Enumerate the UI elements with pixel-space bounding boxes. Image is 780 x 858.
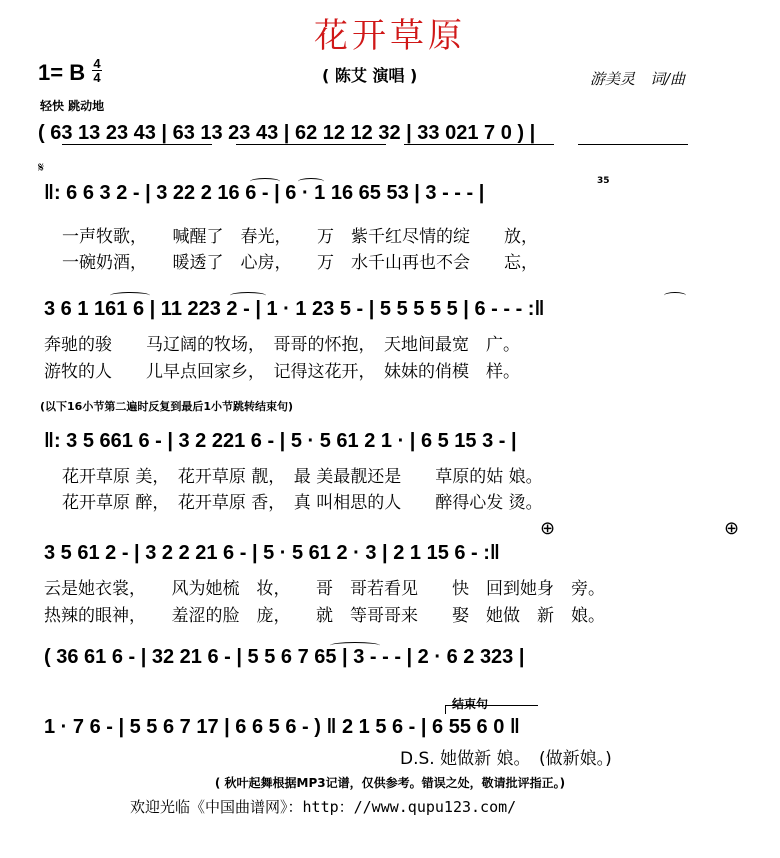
website-credit: 欢迎光临《中国曲谱网》：http：//www.qupu123.com/ xyxy=(130,798,517,816)
time-signature-top: 4 xyxy=(93,56,101,71)
lyric-verse1-row3: 花开草原 美， 花开草原 靓， 最 美最靓还是 草原的姑 娘。 xyxy=(62,467,543,487)
score-row-intro: ( 63 13 23 43 | 63 13 23 43 | 62 12 12 32 | 33 021 7 0 ) | xyxy=(38,122,536,144)
slur-mark xyxy=(230,292,266,299)
lyric-verse1-row2: 奔驰的骏 马辽阔的牧场， 哥哥的怀抱， 天地间最宽 广。 xyxy=(44,335,520,355)
slur-mark xyxy=(330,642,380,649)
beam-line xyxy=(236,144,386,145)
lyric-ending: D.S. 她做新 娘。 (做新娘。) xyxy=(400,749,612,769)
score-row-4: 3 5 61 2 - | 3 2 2 21 6 - | 5 · 5 61 2 · 3 | 2 1 15 6 - :‖ xyxy=(44,542,500,564)
lyric-verse2-row4: 热辣的眼神， 羞涩的脸 庞， 就 等哥哥来 娶 她做 新 娘。 xyxy=(44,606,605,626)
beam-line xyxy=(578,144,688,145)
tempo-marking: 轻快 跳动地 xyxy=(40,99,105,113)
grace-note: 35 xyxy=(597,176,610,186)
score-row-2: 3 6 1 161 6 | 11 223 2 - | 1 · 1 23 5 - | 5 5 5 5 5 | 6 - - - :‖ xyxy=(44,298,545,320)
composer-credit: 游美灵 词/曲 xyxy=(590,70,686,88)
score-row-interlude: ( 36 61 6 - | 32 21 6 - | 5 5 6 7 65 | 3 - - - | 2 · 6 2 323 | xyxy=(44,646,525,668)
song-title: 花开草原 xyxy=(314,16,466,56)
singer-credit: ( 陈艾 演唱 ) xyxy=(322,66,418,85)
score-row-ending: 1 · 7 6 - | 5 5 6 7 17 | 6 6 5 6 - ) ‖ 2 1 5 6 - | 6 55 6 0 ‖ xyxy=(44,716,520,738)
time-signature-bottom: 4 xyxy=(93,70,101,85)
segno-sign: 𝄋 xyxy=(38,160,45,176)
lyric-verse2-row1: 一碗奶酒， 暖透了 心房， 万 水千山再也不会 忘， xyxy=(62,253,538,273)
slur-mark xyxy=(664,292,686,299)
lyric-verse2-row2: 游牧的人 儿早点回家乡， 记得这花开， 妹妹的俏模 样。 xyxy=(44,362,520,382)
time-signature xyxy=(92,57,102,84)
lyric-verse1-row4: 云是她衣裳， 风为她梳 妆， 哥 哥若看见 快 回到她身 旁。 xyxy=(44,579,605,599)
score-row-3: ‖: 3 5 661 6 - | 3 2 221 6 - | 5 · 5 61 2 1 · | 6 5 15 3 - | xyxy=(44,430,517,452)
key-signature: 1= B xyxy=(38,60,86,85)
coda-sign-1: ⊕ xyxy=(540,518,556,539)
repeat-instruction: (以下16小节第二遍时反复到最后1小节跳转结束句) xyxy=(40,400,294,413)
transcription-note: ( 秋叶起舞根据MP3记谱，仅供参考。错误之处，敬请批评指正。) xyxy=(214,776,566,790)
score-row-1: ‖: 6 6 3 2 - | 3 22 2 16 6 - | 6 · 1 16 65 53 | 3 - - - | xyxy=(44,182,485,204)
lyric-verse2-row3: 花开草原 醉， 花开草原 香， 真 叫相思的人 醉得心发 烫。 xyxy=(62,493,543,513)
beam-line xyxy=(62,144,212,145)
ending-bracket xyxy=(445,705,538,714)
slur-mark xyxy=(298,178,324,185)
lyric-verse1-row1: 一声牧歌， 喊醒了 春光， 万 紫千红尽情的绽 放， xyxy=(62,227,538,247)
slur-mark xyxy=(250,178,280,185)
coda-sign-2: ⊕ xyxy=(724,518,740,539)
ending-label: 结束句 xyxy=(452,697,489,711)
beam-line xyxy=(404,144,554,145)
slur-mark xyxy=(110,292,150,299)
